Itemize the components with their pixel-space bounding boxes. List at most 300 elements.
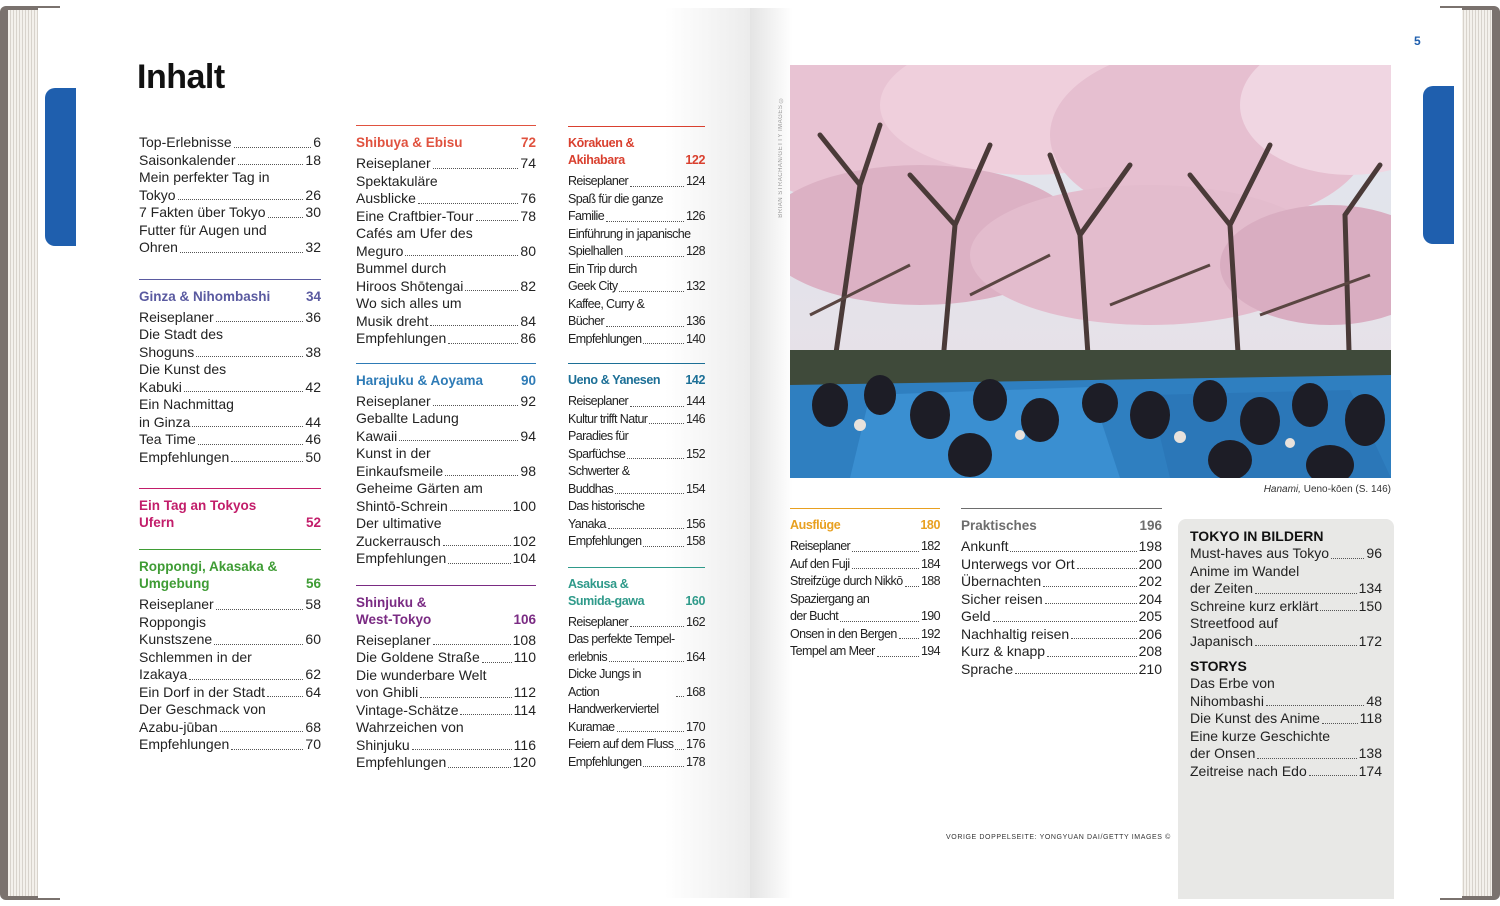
toc-entry[interactable] [356, 684, 536, 702]
toc-entry[interactable] [568, 754, 705, 772]
toc-entry[interactable] [356, 737, 536, 755]
toc-page-number: 76 [520, 190, 536, 206]
toc-entry[interactable] [568, 393, 705, 411]
dot-leader [1077, 568, 1137, 569]
dot-leader [1255, 645, 1357, 646]
dot-leader [476, 220, 519, 221]
toc-page-number: 18 [305, 151, 321, 168]
toc-page-number: 74 [520, 155, 536, 171]
dot-leader [267, 696, 303, 697]
toc-page-number: 6 [313, 134, 321, 150]
toc-entry-title: Reiseplaner [139, 596, 214, 612]
toc-page-number: 140 [685, 331, 705, 346]
toc-page-number: 168 [685, 684, 705, 699]
toc-entry-title: Reiseplaner [790, 539, 851, 553]
toc-entry-title: Empfehlungen [356, 330, 447, 346]
toc-page-number: 46 [305, 431, 321, 447]
toc-entry[interactable] [356, 498, 536, 516]
storys-heading: STORYS [1190, 658, 1247, 674]
toc-entry-title: Reiseplaner [568, 174, 629, 188]
bilder-entries [1190, 545, 1382, 650]
section-entries [961, 538, 1162, 678]
toc-entry[interactable] [568, 243, 705, 261]
toc-page-number: 172 [1358, 632, 1382, 649]
toc-entry[interactable] [961, 661, 1162, 679]
toc-entry[interactable] [1190, 745, 1382, 763]
toc-entry-title: Shinjuku [356, 736, 410, 753]
dot-leader [649, 423, 684, 424]
toc-column-2 [356, 125, 536, 772]
toc-entry-line: Der ultimative [356, 515, 442, 531]
toc-page-number: 202 [1138, 573, 1162, 589]
toc-page-number: 68 [305, 718, 321, 735]
dot-leader [184, 391, 304, 392]
dot-leader [460, 714, 511, 715]
toc-entry[interactable] [356, 649, 536, 667]
dot-leader [1257, 758, 1356, 759]
toc-entry-line: Die Kunst des [139, 361, 227, 377]
dot-leader [852, 568, 919, 569]
dot-leader [1045, 603, 1137, 604]
toc-entry-title: Empfehlungen [139, 448, 230, 465]
toc-entry[interactable] [356, 330, 536, 348]
toc-entry[interactable] [961, 626, 1162, 644]
toc-entry[interactable] [568, 533, 705, 551]
toc-entry[interactable] [139, 666, 321, 684]
dot-leader [430, 325, 518, 326]
toc-entry[interactable] [356, 632, 536, 650]
toc-page-number: 98 [520, 462, 536, 479]
toc-page-number: 170 [685, 719, 705, 734]
bilder-heading: TOKYO IN BILDERN [1190, 528, 1324, 544]
toc-entry[interactable] [790, 538, 940, 556]
toc-entry[interactable] [568, 313, 705, 331]
toc-page-number: 128 [685, 244, 705, 258]
toc-entry-title: der Onsen [1190, 745, 1256, 761]
toc-entry-line: Eine kurze Geschichte [1190, 727, 1331, 744]
toc-page-number: 92 [520, 392, 536, 409]
toc-page-number: 162 [685, 614, 705, 629]
section-heading: Kōrakuen & Akihabara 122 [568, 136, 705, 167]
toc-page-number: 120 [512, 754, 536, 770]
toc-entry[interactable] [139, 736, 321, 754]
toc-page-number: 30 [305, 204, 321, 220]
storys-entries [1190, 675, 1382, 780]
toc-page-number: 174 [1358, 762, 1382, 779]
toc-entry-title: Einkaufsmeile [356, 462, 444, 479]
toc-entry[interactable] [356, 428, 536, 446]
toc-entry[interactable] [790, 608, 940, 626]
dot-leader [630, 186, 684, 187]
toc-section-asakusa [568, 567, 705, 772]
dot-leader [220, 731, 304, 732]
dot-leader [615, 493, 684, 494]
toc-entry-title: Empfehlungen [568, 754, 642, 769]
toc-entry-title: Ausblicke [356, 190, 416, 206]
toc-entry[interactable] [961, 643, 1162, 661]
toc-section-ueno [568, 363, 705, 551]
dot-leader [608, 528, 684, 529]
dot-leader [433, 405, 519, 406]
toc-entry[interactable] [356, 533, 536, 551]
toc-entry[interactable] [139, 449, 321, 467]
page-edges-right [1458, 10, 1492, 896]
toc-section-roppongi [139, 549, 321, 754]
toc-entry-title: Dicke Jungs in Action [568, 667, 641, 699]
dot-leader [617, 731, 684, 732]
dot-leader [448, 767, 510, 768]
dot-leader [643, 343, 684, 344]
dot-leader [216, 321, 304, 322]
toc-entry[interactable] [139, 719, 321, 737]
toc-column-3 [568, 126, 705, 771]
toc-entry[interactable] [961, 608, 1162, 626]
toc-entry-line: Geballte Ladung [356, 410, 459, 426]
toc-entry-title: 7 Fakten über Tokyo [139, 204, 266, 220]
toc-entry-line: Spaß für die ganze [568, 191, 663, 206]
dot-leader [405, 255, 518, 256]
dot-leader [234, 147, 312, 148]
toc-entry-line: Spaziergang an [790, 591, 870, 606]
toc-page-number: 188 [920, 574, 940, 588]
toc-entry[interactable] [356, 155, 536, 173]
toc-page-number: 126 [685, 209, 705, 223]
toc-entry-line: Ein Nachmittag [139, 396, 234, 412]
toc-page-number: 80 [520, 242, 536, 259]
toc-entry-title: Vintage-Schätze [356, 701, 459, 718]
toc-entry[interactable] [139, 239, 321, 257]
toc-entry-title: in Ginza [139, 413, 191, 430]
section-entries [568, 393, 705, 551]
toc-entry[interactable] [356, 550, 536, 568]
section-entries [356, 155, 536, 348]
toc-entry[interactable] [139, 414, 321, 432]
toc-entry-line: Mein perfekter Tag in [139, 169, 270, 185]
toc-entry[interactable] [568, 666, 705, 701]
toc-entry[interactable] [356, 313, 536, 331]
toc-entry[interactable] [139, 379, 321, 397]
dot-leader [238, 164, 304, 165]
dot-leader [1320, 610, 1356, 611]
dot-leader [1015, 673, 1136, 674]
toc-page-number: 204 [1138, 590, 1162, 607]
hanami-photo [790, 65, 1391, 478]
toc-entry-line: Das Erbe von [1190, 675, 1275, 691]
toc-entry[interactable] [961, 538, 1162, 556]
toc-entry-title: Sparfüchse [568, 446, 626, 461]
toc-entry[interactable] [1190, 580, 1382, 598]
toc-entry[interactable] [568, 719, 705, 737]
toc-entry-title: Top-Erlebnisse [139, 134, 232, 150]
page-number: 5 [1414, 34, 1421, 48]
toc-entry[interactable] [1190, 763, 1382, 781]
toc-entry-title: Spielhallen [568, 244, 623, 258]
toc-entry[interactable] [356, 702, 536, 720]
toc-page-number: 64 [305, 683, 321, 700]
section-entries [139, 309, 321, 467]
dot-leader [1266, 705, 1364, 706]
toc-entry[interactable] [568, 614, 705, 632]
toc-page-number: 42 [305, 378, 321, 395]
toc-entry-line: Handwerkerviertel [568, 702, 659, 716]
toc-page-number: 178 [685, 754, 705, 769]
toc-section-shibuya [356, 125, 536, 348]
dot-leader [899, 638, 919, 639]
toc-page-number: 58 [305, 596, 321, 612]
toc-entry-title: Kabuki [139, 378, 182, 395]
toc-entry-title: Kultur trifft Natur [568, 411, 648, 426]
chapter-tab-right [1423, 86, 1454, 244]
toc-entry[interactable] [1190, 710, 1382, 728]
toc-entry-title: Familie [568, 209, 605, 223]
toc-entry-title: Buddhas [568, 481, 614, 496]
toc-entry[interactable] [1190, 598, 1382, 616]
toc-entry-title: Schreine kurz erklärt [1190, 597, 1319, 614]
toc-entry[interactable] [356, 278, 536, 296]
toc-entry[interactable] [356, 190, 536, 208]
dot-leader [840, 621, 919, 622]
toc-page-number: 152 [685, 446, 705, 461]
toc-page-number: 100 [512, 497, 536, 514]
toc-entry-title: Musik dreht [356, 312, 429, 329]
toc-entry-title: Nihombashi [1190, 692, 1264, 709]
toc-entry[interactable] [568, 736, 705, 754]
toc-page-number: 200 [1138, 555, 1162, 572]
toc-entry-title: Streifzüge durch Nikkō [790, 574, 903, 588]
photo-credit-vertical: BRIAN STRACHAN/GETTY IMAGES © [778, 96, 784, 218]
toc-entry[interactable] [568, 278, 705, 296]
toc-section-koraku [568, 126, 705, 348]
cherry-blossom-picnic-image [790, 65, 1391, 478]
toc-entry-title: Zeitreise nach Edo [1190, 762, 1307, 779]
toc-entry-title: von Ghibli [356, 684, 419, 700]
toc-entry-line: Die Stadt des [139, 326, 224, 342]
dot-leader [1309, 775, 1357, 776]
section-entries [568, 614, 705, 772]
toc-section-ginza [139, 279, 321, 467]
dot-leader [1071, 638, 1136, 639]
toc-entry[interactable] [139, 631, 321, 649]
toc-entry-line: Schwerter & [568, 464, 630, 478]
toc-entry-title: Empfehlungen [356, 550, 447, 566]
toc-entry[interactable] [568, 446, 705, 464]
toc-entry[interactable] [139, 152, 321, 170]
toc-entry[interactable] [139, 684, 321, 702]
toc-entry[interactable] [139, 204, 321, 222]
toc-entry-title: Sicher reisen [961, 590, 1043, 607]
toc-entry-title: Geld [961, 608, 991, 624]
toc-page-number: 194 [920, 644, 940, 658]
section-heading: Ausflüge 180 [790, 518, 940, 532]
toc-entry-title: Tea Time [139, 431, 196, 447]
toc-entry[interactable] [568, 481, 705, 499]
dot-leader [448, 563, 510, 564]
toc-entry[interactable] [568, 173, 705, 191]
toc-section-shinjuku [356, 585, 536, 772]
toc-entry[interactable] [961, 591, 1162, 609]
toc-page-number: 182 [920, 539, 940, 553]
toc-entry[interactable] [790, 643, 940, 661]
toc-entry-title: Nachhaltig reisen [961, 625, 1070, 642]
dot-leader [399, 440, 518, 441]
toc-entry[interactable] [356, 463, 536, 481]
toc-page-number: 158 [685, 534, 705, 548]
toc-entry-title: Reiseplaner [356, 392, 431, 409]
toc-entry-title: Must-haves aus Tokyo [1190, 545, 1330, 561]
toc-entry-title: Empfehlungen [568, 534, 642, 548]
toc-entry[interactable] [139, 187, 321, 205]
toc-entry[interactable] [1190, 545, 1382, 563]
toc-entry-title: Die Goldene Straße [356, 649, 480, 665]
toc-page-number: 136 [685, 314, 705, 328]
toc-entry[interactable] [1190, 633, 1382, 651]
toc-entry-title: Hiroos Shōtengai [356, 277, 464, 294]
toc-entry[interactable] [961, 556, 1162, 574]
dot-leader [465, 290, 518, 291]
toc-page-number: 112 [513, 684, 536, 700]
toc-page-number: 70 [305, 736, 321, 752]
toc-entry[interactable] [790, 626, 940, 644]
toc-entry[interactable] [139, 134, 321, 152]
toc-entry-title: der Bucht [790, 609, 839, 623]
toc-entry-title: Geek City [568, 279, 618, 293]
toc-entry-title: Meguro [356, 242, 404, 259]
section-heading: Ein Tag an Tokyos Ufern 52 [139, 498, 321, 530]
toc-entry-title: Kurz & knapp [961, 643, 1046, 659]
toc-entry-title: Die Kunst des Anime [1190, 710, 1320, 726]
toc-entry[interactable] [139, 596, 321, 614]
toc-entry-title: Ein Dorf in der Stadt [139, 683, 266, 700]
dot-leader [420, 697, 511, 698]
toc-entry-line: Futter für Augen und [139, 221, 267, 238]
toc-page-number: 190 [920, 609, 940, 623]
toc-page-number: 150 [1358, 597, 1382, 614]
toc-entry-line: Bummel durch [356, 260, 447, 276]
toc-entry[interactable] [568, 649, 705, 667]
section-heading: Ginza & Nihombashi 34 [139, 288, 321, 304]
toc-entry[interactable] [356, 243, 536, 261]
toc-page-number: 104 [512, 550, 536, 566]
toc-entry[interactable] [568, 208, 705, 226]
toc-entry[interactable] [356, 393, 536, 411]
section-heading: Asakusa & Sumida-gawa 160 [568, 576, 705, 608]
toc-section-harajuku [356, 363, 536, 568]
toc-page-number: 94 [520, 427, 536, 444]
toc-entry-title: Zuckerrausch [356, 532, 441, 549]
toc-section-praktisches [961, 508, 1162, 678]
toc-entry-line: Kaffee, Curry & [568, 296, 645, 311]
toc-page-number: 206 [1138, 625, 1162, 642]
photo-caption: Hanami, Ueno-kōen (S. 146) [1263, 484, 1391, 495]
dot-leader [609, 661, 684, 662]
dot-leader [443, 545, 511, 546]
toc-entry-line: Wo sich alles um [356, 295, 462, 311]
toc-entry-title: Tokyo [139, 186, 176, 203]
toc-entry[interactable] [568, 331, 705, 349]
dot-leader [448, 343, 518, 344]
toc-entry[interactable] [961, 573, 1162, 591]
toc-entry-title: Ankunft [961, 538, 1009, 554]
dot-leader [877, 656, 919, 657]
toc-entry-title: Empfehlungen [568, 331, 642, 346]
section-heading: Harajuku & Aoyama 90 [356, 372, 536, 388]
toc-entry-title: Reiseplaner [356, 631, 431, 648]
toc-entry-line: Wahrzeichen von [356, 719, 464, 735]
toc-entry[interactable] [790, 573, 940, 591]
toc-entry-title: Saisonkalender [139, 151, 236, 168]
toc-entry-line: Geheime Gärten am [356, 480, 483, 496]
toc-entry-line: Einführung in japanische [568, 226, 691, 241]
toc-entry-line: Ein Trip durch [568, 261, 637, 276]
toc-entry-line: Cafés am Ufer des [356, 225, 473, 241]
toc-entry-title: Shoguns [139, 343, 195, 360]
toc-entry[interactable] [139, 431, 321, 449]
toc-page-number: 138 [1358, 745, 1382, 761]
section-heading: Roppongi, Akasaka & Umgebung 56 [139, 559, 321, 591]
dot-leader [630, 406, 684, 407]
toc-entry[interactable] [139, 344, 321, 362]
toc-page-number: 134 [1358, 580, 1382, 596]
dot-leader [643, 546, 684, 547]
toc-page-number: 50 [305, 448, 321, 465]
toc-entry[interactable] [139, 309, 321, 327]
dot-leader [482, 662, 512, 663]
toc-entry-title: erlebnis [568, 649, 607, 664]
toc-entry[interactable] [568, 516, 705, 534]
toc-entry[interactable] [356, 208, 536, 226]
toc-entry-line: Kunst in der [356, 445, 431, 461]
dot-leader [445, 475, 518, 476]
dot-leader [1043, 586, 1136, 587]
dot-leader [675, 749, 684, 750]
dot-leader [268, 217, 304, 218]
toc-page-number: 198 [1138, 538, 1162, 554]
toc-column-praktisches [961, 508, 1162, 678]
toc-entry[interactable] [568, 411, 705, 429]
toc-page-number: 60 [305, 631, 321, 647]
toc-entry[interactable] [1190, 693, 1382, 711]
toc-entry[interactable] [356, 754, 536, 772]
toc-page-number: 114 [513, 701, 536, 718]
toc-page-number: 102 [512, 532, 536, 549]
section-entries [790, 538, 940, 661]
dot-leader [993, 621, 1137, 622]
dot-leader [1322, 723, 1358, 724]
toc-page-number: 108 [512, 631, 536, 648]
toc-page-number: 146 [685, 411, 705, 426]
toc-entry-title: Übernachten [961, 573, 1042, 589]
toc-page-number: 124 [685, 174, 705, 188]
toc-page-number: 132 [685, 279, 705, 293]
toc-entry-line: Der Geschmack von [139, 701, 266, 717]
toc-entry-title: Kuramae [568, 719, 615, 734]
toc-page-number: 44 [305, 413, 321, 430]
toc-page-number: 110 [513, 649, 536, 665]
toc-page-number: 36 [305, 308, 321, 325]
section-heading: Praktisches 196 [961, 518, 1162, 533]
toc-entry-line: Paradies für [568, 429, 629, 443]
toc-entry-title: Reiseplaner [139, 308, 214, 325]
section-heading: Shibuya & Ebisu 72 [356, 135, 536, 150]
toc-entry[interactable] [790, 556, 940, 574]
toc-page-number: 32 [305, 239, 321, 255]
dot-leader [180, 252, 304, 253]
dot-leader [231, 749, 303, 750]
toc-entry-title: Sprache [961, 660, 1014, 677]
dot-leader [214, 644, 303, 645]
toc-column-1 [139, 134, 321, 754]
toc-page-number: 156 [685, 516, 705, 531]
